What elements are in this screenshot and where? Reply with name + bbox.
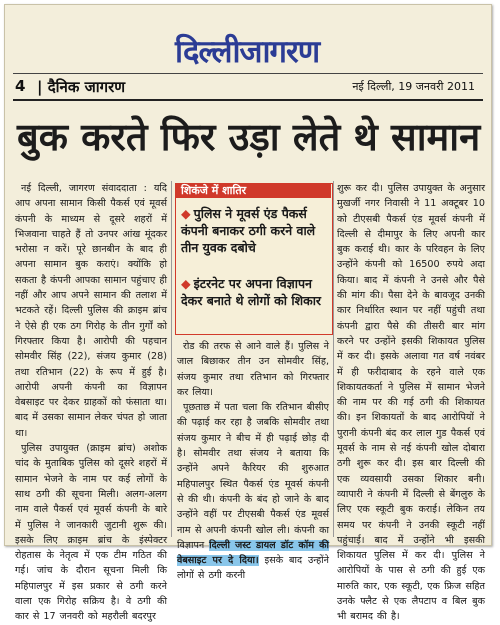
- article-column-2: [177, 339, 329, 584]
- header-rule-bottom: [13, 99, 483, 101]
- paper-name-text: दैनिक जागरण: [47, 78, 126, 96]
- header-rule-top: [13, 73, 483, 74]
- diamond-bullet-icon: ◆: [181, 206, 191, 221]
- highlighted-text: दिल्ली जस्ट डायल डॉट कॉम की वेबसाइट पर दे दिया।: [177, 539, 329, 567]
- masthead-title: दिल्ली: [175, 34, 240, 70]
- article-paragraph: रोड की तरफ से आने वाले हैं। पुलिस ने जाल बिछाकर तीन उन सोमवीर सिंह, संजय कुमार तथा रतिभान को गिरफ्तार कर लिया।: [177, 341, 329, 398]
- sidebar-box-title: शिकंजे में शातिर: [175, 183, 331, 198]
- article-text: इसके बाद उन्होंने लोगों से ठगी करनी: [177, 555, 329, 582]
- paper-name: | दैनिक जागरण: [37, 78, 126, 96]
- sidebar-bullet: [181, 205, 325, 256]
- column-divider-1: [171, 181, 172, 537]
- article-text: पूछताछ में पता चला कि रतिभान बीसीए की पढ़ाई कर रहा है जबकि सोमवीर तथा संजय कुमार ने बीच में ही पढ़ाई छोड़ दी है। सोमवीर तथा संजय ने बताया कि उन्होंने अपने कैरियर की शुरुआत महिपालपुर स्थित पैकर्स एंड मूवर्स कंपनी से की थी। कंपनी के बंद हो जाने के बाद उन्होंने वहीं पर टीएसबी पैकर्स एंड मूवर्स नाम से अपनी कंपनी खोल ली। कंपनी का विज्ञापन: [177, 402, 329, 551]
- article-paragraph: [177, 400, 329, 584]
- article-paragraph: पुलिस उपायुक्त (क्राइम ब्रांच) अशोक चांद के मुताबिक पुलिस को दूसरे शहरों में सामान भेजने के नाम पर कई लोगों के साथ ठगी की सूचना मिली। अलग-अलग नाम वाले पैकर्स एवं मूवर्स कंपनी के बारे में पुलिस ने जानकारी जुटानी शुरू की। इसके लिए क्राइम ब्रांच के इंस्पेक्टर रोहतास के नेतृत्व में एक टीम गठित की गई। जांच के दौरान सूचना मिली कि महिपालपुर में इस प्रकार से ठगी करने वाला एक गिरोह सक्रिय है। वे ठगी की कार से 17 जनवरी को महरौली बदरपुर: [15, 443, 167, 623]
- diamond-bullet-icon: ◆: [181, 276, 191, 291]
- newspaper-clipping: [4, 4, 492, 623]
- article-column-1: [15, 181, 167, 625]
- article-paragraph: नई दिल्ली, जागरण संवाददाता : यदि आप अपना सामान किसी पैकर्स एवं मूवर्स कंपनी के माध्यम से दूसरे शहरों में भिजवाना चाहते हैं तो उनपर आंख मूंदकर भरोसा न करें। पूरे छानबीन के बाद ही अपना सामान बुक कराएं। क्योंकि हो सकता है कंपनी आपका सामान पहुंचाए ही नहीं और आप अपने सामान की तलाश में भटकते रहें। दिल्ली पुलिस की क्राइम ब्रांच ने ऐसे ही एक ठग गिरोह के तीन गुर्गों को गिरफ्तार किया है। आरोपी की पहचान सोमवीर सिंह (22), संजय कुमार (28) तथा रतिभान (22) के रूप में हुई है। आरोपी अपनी कंपनी का विज्ञापन वेबसाइट पर देकर ग्राहकों को फंसाता था। बाद में उसका सामान लेकर चंपत हो जाता था।: [15, 183, 167, 439]
- sidebar-bullet: [181, 275, 325, 309]
- page-number: 4: [15, 77, 26, 95]
- masthead-logo: [175, 35, 319, 69]
- masthead-title-tail: जागरण: [239, 34, 320, 70]
- sidebar-bullet-text: इंटरनेट पर अपना विज्ञापन देकर बनाते थे लोगों को शिकार: [181, 276, 322, 308]
- headline: बुक करते फिर उड़ा लेते थे सामान: [17, 115, 481, 159]
- article-paragraph: शुरू कर दी। पुलिस उपायुक्त के अनुसार मुखर्जी नगर निवासी ने 11 अक्टूबर 10 को टीएसबी पैकर्स एंड मूवर्स कंपनी में दिल्ली से दीमापुर के लिए अपनी कार बुक कराई थी। कार के परिवहन के लिए उन्होंने कंपनी को 16500 रुपये अदा किया। बाद में कंपनी ने उनसे और पैसे की मांग की। पैसा देने के बावजूद उनकी कार निर्धारित स्थान पर नहीं पहुंची तथा कंपनी द्वारा पैसे की तीसरी बार मांग करने पर उन्होंने इसकी शिकायत पुलिस में कर दी। इसके अलावा गत वर्ष नवंबर में ही फरीदाबाद के रहने वाले एक शिकायतकर्ता ने पुलिस में सामान भेजने की नाम पर की गई ठगी की शिकायत की। इन शिकायतों के बाद आरोपियों ने पुरानी कंपनी बंद कर लाल गुड पैकर्स एवं मूवर्स के नाम से नई कंपनी खोल दोबारा ठगी शुरू कर दी। इस बार दिल्ली की एक व्यवसायी उसका शिकार बनी। व्यापारी ने कंपनी में दिल्ली से बेंगलुरु के लिए एक स्कूटी बुक कराई। लेकिन तय समय पर कंपनी ने उनकी स्कूटी नहीं पहुंचाई। बाद में उन्होंने भी इसकी शिकायत पुलिस में कर दी। पुलिस ने आरोपियों के पास से ठगी की हुई एक मारुति कार, एक स्कूटी, एक फ्रिज सहित उनके फ्लैट से एक लैपटाप व बिल बुक भी बरामद की है।: [337, 183, 485, 623]
- sidebar-bullet-text: पुलिस ने मूवर्स एंड पैकर्स कंपनी बनाकर ठगी करने वाले तीन युवक दबोचे: [181, 206, 316, 255]
- column-divider-2: [333, 181, 334, 537]
- dateline: नई दिल्ली, 19 जनवरी 2011: [352, 80, 475, 93]
- article-column-3: [337, 181, 485, 625]
